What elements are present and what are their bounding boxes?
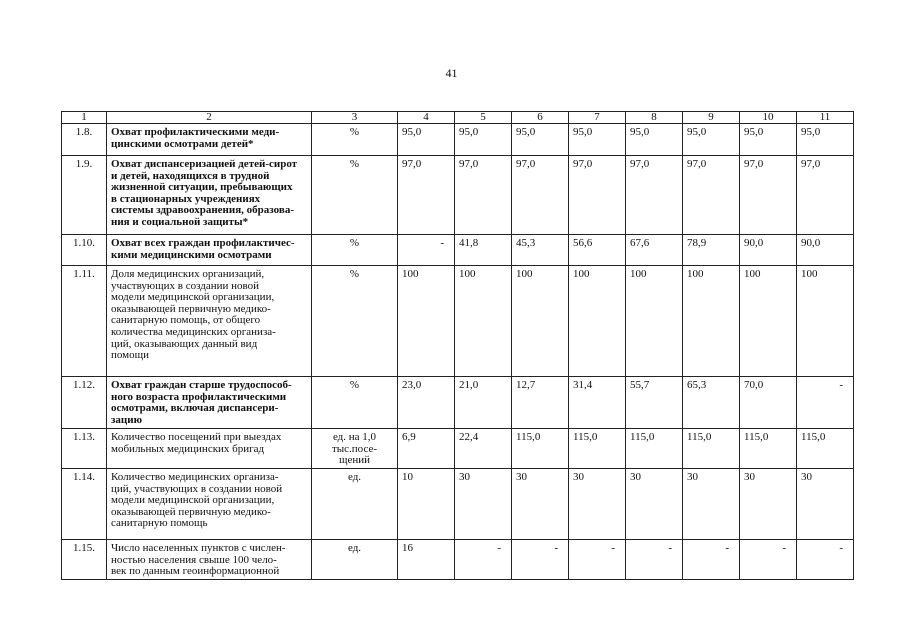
value-cell: 41,8 (455, 235, 512, 266)
value-cell: 55,7 (626, 377, 683, 429)
column-header: 10 (740, 112, 797, 124)
column-header: 8 (626, 112, 683, 124)
value-cell: 115,0 (797, 429, 854, 469)
indicator-name: Число населенных пунктов с числен- ностью населения свыше 100 чело- век по данным геоинформационной (107, 540, 312, 580)
value-cell: 70,0 (740, 377, 797, 429)
indicator-name: Доля медицинских организаций, участвующих в создании новой модели медицинской организации, оказывающей первичную медико- санитарную помощь, от общего количества медицинских организа- ций, оказывающих данный вид помощи (107, 266, 312, 377)
table-body (62, 112, 854, 580)
value-cell: 12,7 (512, 377, 569, 429)
value-cell: 23,0 (398, 377, 455, 429)
value-cell: 95,0 (683, 124, 740, 156)
column-header: 4 (398, 112, 455, 124)
table-header-row (62, 112, 854, 124)
column-header: 11 (797, 112, 854, 124)
value-cell: - (683, 540, 740, 580)
indicator-name: Охват профилактическими меди- цинскими осмотрами детей* (107, 124, 312, 156)
table-row (62, 429, 854, 469)
value-cell: 6,9 (398, 429, 455, 469)
value-cell: 95,0 (740, 124, 797, 156)
value-cell: - (797, 377, 854, 429)
value-cell: 95,0 (455, 124, 512, 156)
row-number: 1.15. (62, 540, 107, 580)
table-row (62, 235, 854, 266)
value-cell: 115,0 (683, 429, 740, 469)
unit-cell: % (312, 124, 398, 156)
value-cell: 22,4 (455, 429, 512, 469)
value-cell: 95,0 (398, 124, 455, 156)
row-number: 1.9. (62, 156, 107, 235)
column-header: 6 (512, 112, 569, 124)
value-cell: 115,0 (512, 429, 569, 469)
row-number: 1.11. (62, 266, 107, 377)
value-cell: 67,6 (626, 235, 683, 266)
value-cell: - (740, 540, 797, 580)
value-cell: 97,0 (569, 156, 626, 235)
row-number: 1.10. (62, 235, 107, 266)
table-row (62, 124, 854, 156)
value-cell: 30 (740, 469, 797, 540)
value-cell: 16 (398, 540, 455, 580)
indicator-name: Охват граждан старше трудоспособ- ного возраста профилактическими осмотрами, включая диспансери- зацию (107, 377, 312, 429)
value-cell: 31,4 (569, 377, 626, 429)
value-cell: 90,0 (740, 235, 797, 266)
indicators-table (61, 111, 854, 580)
value-cell: 100 (455, 266, 512, 377)
indicator-name: Охват диспансеризацией детей-сирот и детей, находящихся в трудной жизненной ситуации, пребывающих в стационарных учреждениях системы здравоохранения, образова- ния и социальной защиты* (107, 156, 312, 235)
row-number: 1.13. (62, 429, 107, 469)
value-cell: 97,0 (797, 156, 854, 235)
value-cell: 100 (683, 266, 740, 377)
unit-cell: % (312, 156, 398, 235)
value-cell: 97,0 (455, 156, 512, 235)
value-cell: 115,0 (626, 429, 683, 469)
value-cell: 30 (683, 469, 740, 540)
unit-cell: % (312, 377, 398, 429)
value-cell: 100 (512, 266, 569, 377)
value-cell: - (569, 540, 626, 580)
unit-cell: % (312, 235, 398, 266)
value-cell: - (512, 540, 569, 580)
value-cell: 100 (569, 266, 626, 377)
value-cell: 95,0 (512, 124, 569, 156)
column-header: 5 (455, 112, 512, 124)
value-cell: 95,0 (569, 124, 626, 156)
table-row (62, 469, 854, 540)
value-cell: 30 (569, 469, 626, 540)
value-cell: 100 (797, 266, 854, 377)
row-number: 1.12. (62, 377, 107, 429)
value-cell: 45,3 (512, 235, 569, 266)
value-cell: - (398, 235, 455, 266)
table-row (62, 540, 854, 580)
value-cell: 100 (398, 266, 455, 377)
unit-cell: ед. на 1,0 тыс.посе- щений (312, 429, 398, 469)
value-cell: 90,0 (797, 235, 854, 266)
value-cell: - (797, 540, 854, 580)
unit-cell: ед. (312, 469, 398, 540)
indicator-name: Количество медицинских организа- ций, участвующих в создании новой модели медицинской организации, оказывающей первичную медико- санитарную помощь (107, 469, 312, 540)
value-cell: 115,0 (569, 429, 626, 469)
column-header: 1 (62, 112, 107, 124)
value-cell: 30 (455, 469, 512, 540)
unit-cell: ед. (312, 540, 398, 580)
value-cell: 97,0 (626, 156, 683, 235)
value-cell: - (626, 540, 683, 580)
table-row (62, 377, 854, 429)
value-cell: 78,9 (683, 235, 740, 266)
value-cell: 97,0 (398, 156, 455, 235)
value-cell: - (455, 540, 512, 580)
column-header: 3 (312, 112, 398, 124)
value-cell: 21,0 (455, 377, 512, 429)
value-cell: 95,0 (797, 124, 854, 156)
value-cell: 97,0 (740, 156, 797, 235)
value-cell: 97,0 (683, 156, 740, 235)
value-cell: 30 (626, 469, 683, 540)
column-header: 9 (683, 112, 740, 124)
row-number: 1.8. (62, 124, 107, 156)
column-header: 7 (569, 112, 626, 124)
value-cell: 95,0 (626, 124, 683, 156)
value-cell: 115,0 (740, 429, 797, 469)
column-header: 2 (107, 112, 312, 124)
indicator-name: Охват всех граждан профилактичес- кими медицинскими осмотрами (107, 235, 312, 266)
value-cell: 30 (797, 469, 854, 540)
table-row (62, 266, 854, 377)
value-cell: 100 (740, 266, 797, 377)
table-row (62, 156, 854, 235)
value-cell: 10 (398, 469, 455, 540)
unit-cell: % (312, 266, 398, 377)
value-cell: 65,3 (683, 377, 740, 429)
page-number: 41 (445, 66, 458, 80)
value-cell: 100 (626, 266, 683, 377)
row-number: 1.14. (62, 469, 107, 540)
value-cell: 97,0 (512, 156, 569, 235)
indicator-name: Количество посещений при выездах мобильных медицинских бригад (107, 429, 312, 469)
value-cell: 30 (512, 469, 569, 540)
value-cell: 56,6 (569, 235, 626, 266)
